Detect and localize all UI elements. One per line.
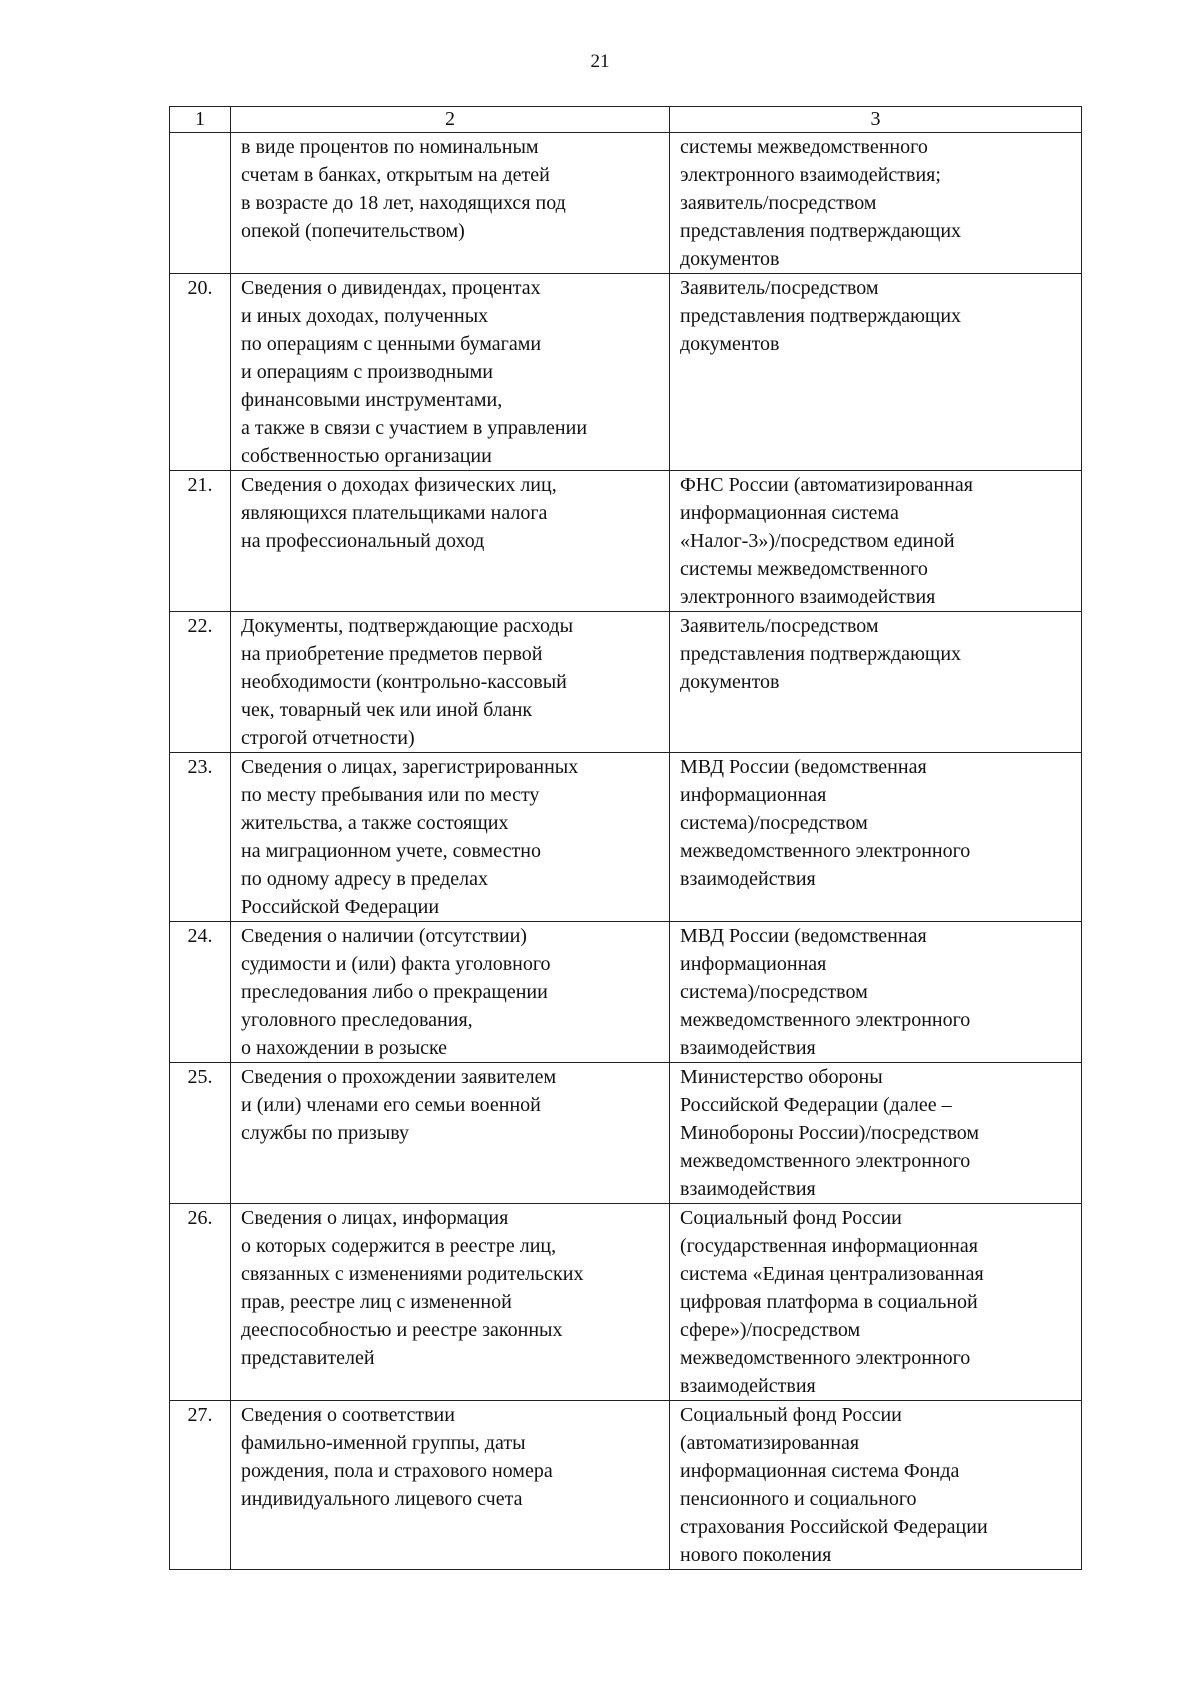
row-source: МВД России (ведомственная информационная система)/посредством межведомственного электронного взаимодействия	[670, 922, 1082, 1063]
row-number: 22.	[170, 612, 231, 753]
table-row	[170, 1204, 1082, 1401]
row-source: ФНС России (автоматизированная информационная система «Налог-3»)/посредством единой системы межведомственного электронного взаимодействия	[670, 471, 1082, 612]
row-source: системы межведомственного электронного взаимодействия; заявитель/посредством представления подтверждающих документов	[670, 133, 1082, 274]
table-row	[170, 1063, 1082, 1204]
table-row	[170, 922, 1082, 1063]
row-number: 25.	[170, 1063, 231, 1204]
table-row	[170, 753, 1082, 922]
row-source: Социальный фонд России (государственная информационная система «Единая централизованная цифровая платформа в социальной сфере»)/посредством межведомственного электронного взаимодействия	[670, 1204, 1082, 1401]
header-col-2: 2	[231, 107, 670, 133]
row-number	[170, 133, 231, 274]
table-row	[170, 133, 1082, 274]
table-row	[170, 1401, 1082, 1570]
row-information: Сведения о дивидендах, процентах и иных доходах, полученных по операциям с ценными бумагами и операциям с производными финансовыми инструментами, а также в связи с участием в управлении собственностью организации	[231, 274, 670, 471]
row-information: Сведения о доходах физических лиц, являющихся плательщиками налога на профессиональный доход	[231, 471, 670, 612]
row-number: 20.	[170, 274, 231, 471]
row-source: Заявитель/посредством представления подтверждающих документов	[670, 612, 1082, 753]
row-source: Социальный фонд России (автоматизированная информационная система Фонда пенсионного и социального страхования Российской Федерации нового поколения	[670, 1401, 1082, 1570]
header-col-1: 1	[170, 107, 231, 133]
table-row	[170, 471, 1082, 612]
table-header-row	[170, 107, 1082, 133]
header-col-3: 3	[670, 107, 1082, 133]
row-number: 24.	[170, 922, 231, 1063]
table-row	[170, 274, 1082, 471]
document-table	[169, 106, 1082, 1570]
row-information: Сведения о лицах, информация о которых содержится в реестре лиц, связанных с изменениями родительских прав, реестре лиц с измененной дееспособностью и реестре законных представителей	[231, 1204, 670, 1401]
row-information: Документы, подтверждающие расходы на приобретение предметов первой необходимости (контрольно-кассовый чек, товарный чек или иной бланк строгой отчетности)	[231, 612, 670, 753]
table-row	[170, 612, 1082, 753]
row-information: Сведения о лицах, зарегистрированных по месту пребывания или по месту жительства, а также состоящих на миграционном учете, совместно по одному адресу в пределах Российской Федерации	[231, 753, 670, 922]
row-number: 21.	[170, 471, 231, 612]
row-source: МВД России (ведомственная информационная система)/посредством межведомственного электронного взаимодействия	[670, 753, 1082, 922]
row-information: Сведения о прохождении заявителем и (или) членами его семьи военной службы по призыву	[231, 1063, 670, 1204]
row-number: 27.	[170, 1401, 231, 1570]
row-source: Заявитель/посредством представления подтверждающих документов	[670, 274, 1082, 471]
row-information: в виде процентов по номинальным счетам в банках, открытым на детей в возрасте до 18 лет, находящихся под опекой (попечительством)	[231, 133, 670, 274]
row-number: 23.	[170, 753, 231, 922]
row-number: 26.	[170, 1204, 231, 1401]
page-number: 21	[590, 51, 610, 72]
row-information: Сведения о наличии (отсутствии) судимости и (или) факта уголовного преследования либо о прекращении уголовного преследования, о нахождении в розыске	[231, 922, 670, 1063]
row-information: Сведения о соответствии фамильно-именной группы, даты рождения, пола и страхового номера индивидуального лицевого счета	[231, 1401, 670, 1570]
row-source: Министерство обороны Российской Федерации (далее – Минобороны России)/посредством межведомственного электронного взаимодействия	[670, 1063, 1082, 1204]
